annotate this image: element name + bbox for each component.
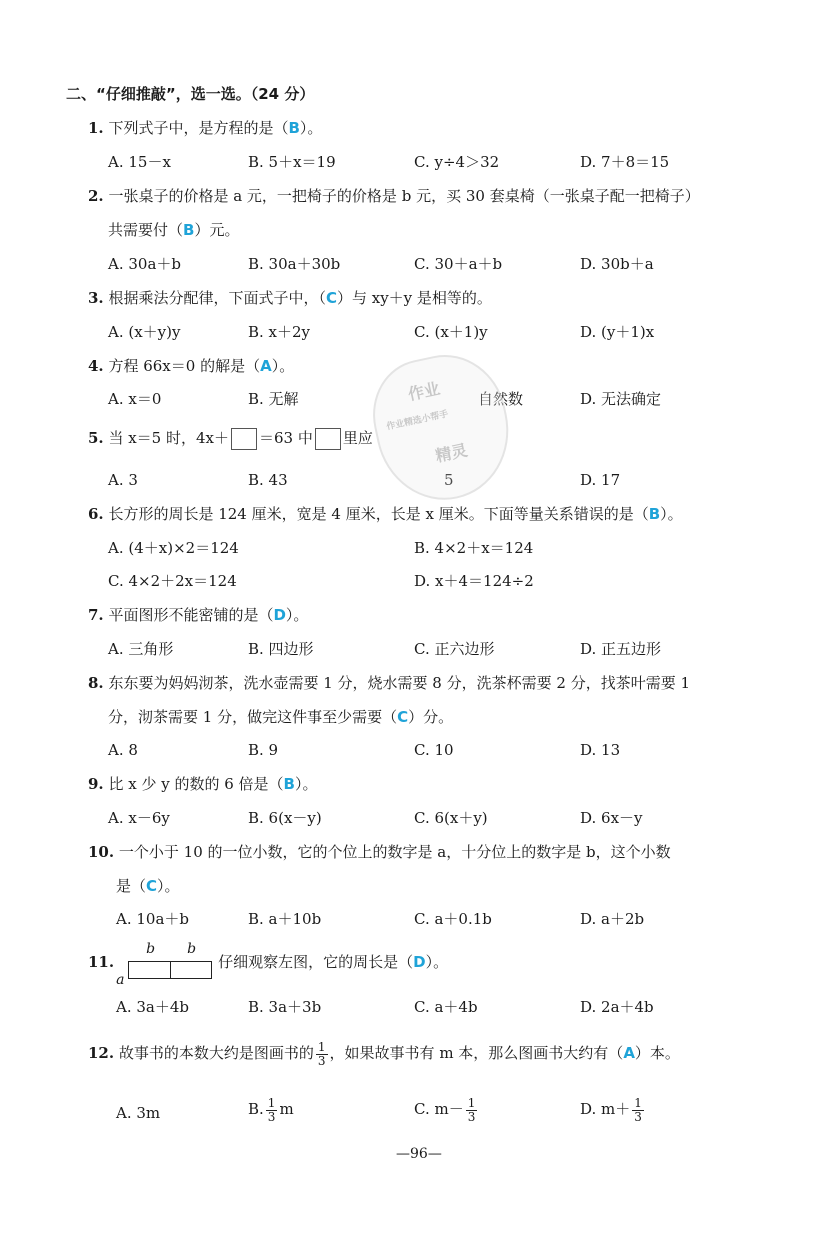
question-4 <box>88 356 294 376</box>
question-11 <box>88 941 449 988</box>
question-text-end: ）与 xy＋y 是相等的。 <box>336 289 492 307</box>
option-a: A. 三角形 <box>108 640 174 658</box>
option-d: D. 30b＋a <box>580 255 654 273</box>
watermark-stamp <box>362 344 524 512</box>
option-a: A. x－6y <box>108 809 170 827</box>
question-text-end: ）元。 <box>194 221 240 239</box>
question-text: 分，沏茶需要 1 分，做完这件事至少需要（ <box>108 708 398 726</box>
fraction-denominator: 3 <box>634 1109 642 1124</box>
option-b-label: B. <box>248 1100 264 1118</box>
figure-label-b: b <box>187 941 197 957</box>
question-2 <box>88 186 700 206</box>
option-c-partial: 自然数 <box>478 390 524 408</box>
answer-mark: B <box>288 119 300 137</box>
option-a: A. 3 <box>108 471 138 489</box>
question-text: 根据乘法分配律，下面式子中，（ <box>108 289 326 307</box>
answer-mark: C <box>397 708 409 726</box>
option-c: C. 6(x＋y) <box>414 809 488 827</box>
question-text: 东东要为妈妈沏茶，洗水壶需要 1 分，烧水需要 8 分，洗茶杯需要 2 分，找茶叶需要 1 <box>108 674 691 692</box>
option-c: C. 正六边形 <box>414 640 495 658</box>
option-d: D. 6x－y <box>580 809 643 827</box>
question-text-end: ）。 <box>294 775 318 793</box>
question-number: 5. <box>88 429 104 447</box>
option-a: A. (4＋x)×2＝124 <box>108 539 239 557</box>
fraction-numerator: 1 <box>267 1095 276 1110</box>
option-d: D. 7＋8＝15 <box>580 153 670 171</box>
option-b: B. x＋2y <box>248 323 311 341</box>
fraction-denominator: 3 <box>467 1109 476 1124</box>
question-12 <box>88 1038 680 1068</box>
question-number: 11. <box>88 953 115 971</box>
fraction-denominator: 3 <box>267 1109 276 1124</box>
figure-divider <box>170 961 171 979</box>
figure-label-b: b <box>146 941 156 957</box>
question-7 <box>88 605 308 625</box>
question-number: 1. <box>88 119 104 137</box>
question-1 <box>88 118 322 138</box>
stamp-text: 作业 <box>406 378 442 405</box>
option-a: A. 8 <box>108 741 138 759</box>
question-text: 长方形的周长是 124 厘米，宽是 4 厘米，长是 x 厘米。下面等量关系错误的是（ <box>108 505 649 523</box>
option-c: C. y÷4＞32 <box>414 153 500 171</box>
option-a: A. 15－x <box>108 153 171 171</box>
question-text-mid: ，如果故事书有 m 本，那么图画书大约有（ <box>329 1044 624 1062</box>
question-text: 仔细观察左图，它的周长是（ <box>218 953 414 971</box>
blank-box <box>231 428 257 450</box>
stamp-text: 精灵 <box>433 440 470 466</box>
question-text-end: 里应 <box>342 429 373 447</box>
blank-box <box>315 428 341 450</box>
question-text: 平面图形不能密铺的是（ <box>108 606 274 624</box>
option-d: D. 正五边形 <box>580 640 662 658</box>
option-c: C. (x＋1)y <box>414 323 488 341</box>
fraction-denominator: 3 <box>317 1053 326 1068</box>
question-text-end: ）。 <box>299 119 323 137</box>
question-text-end: ）。 <box>271 357 295 375</box>
option-c-partial: 5 <box>444 471 454 489</box>
option-b: B. 无解 <box>248 390 299 408</box>
option-d-label: D. m＋ <box>580 1100 631 1118</box>
option-c: C. 10 <box>414 741 454 759</box>
question-text-end: ）。 <box>285 606 309 624</box>
question-6 <box>88 504 683 524</box>
option-d: D. a＋2b <box>580 910 645 928</box>
fraction <box>466 1097 478 1124</box>
option-d <box>580 1094 646 1124</box>
option-d: D. (y＋1)x <box>580 323 655 341</box>
figure-label-a: a <box>116 972 125 988</box>
option-c <box>414 1094 479 1124</box>
question-number: 9. <box>88 775 104 793</box>
question-text: 下列式子中，是方程的是（ <box>108 119 289 137</box>
question-number: 3. <box>88 289 104 307</box>
question-text: 一张桌子的价格是 a 元，一把椅子的价格是 b 元，买 30 套桌椅（一张桌子配一把椅子） <box>108 187 700 205</box>
fraction <box>632 1097 644 1124</box>
fraction-numerator: 1 <box>467 1095 476 1110</box>
option-a: A. 3a＋4b <box>116 998 190 1016</box>
stamp-text: 作业精选小帮手 <box>385 409 450 433</box>
option-c: C. a＋4b <box>414 998 478 1016</box>
option-b-var: m <box>279 1100 294 1118</box>
option-a: A. 3m <box>116 1104 161 1122</box>
option-b: B. 5＋x＝19 <box>248 153 336 171</box>
question-5 <box>88 428 373 450</box>
option-b: B. a＋10b <box>248 910 322 928</box>
option-c: C. 4×2＋2x＝124 <box>108 572 237 590</box>
question-text-mid: ＝63 中 <box>259 429 313 447</box>
question-3 <box>88 288 492 308</box>
question-text: 共需要付（ <box>108 221 184 239</box>
question-text-end: ）分。 <box>408 708 454 726</box>
option-d: D. 无法确定 <box>580 390 662 408</box>
answer-mark: B <box>283 775 295 793</box>
answer-mark: D <box>273 606 286 624</box>
option-b: B. 6(x－y) <box>248 809 322 827</box>
question-9 <box>88 774 318 794</box>
option-b: B. 3a＋3b <box>248 998 322 1016</box>
question-number: 8. <box>88 674 104 692</box>
fraction-numerator: 1 <box>317 1039 326 1054</box>
question-text: 方程 66x＝0 的解是（ <box>108 357 261 375</box>
option-c: C. 30＋a＋b <box>414 255 503 273</box>
option-b: B. 43 <box>248 471 288 489</box>
option-b: B. 9 <box>248 741 279 759</box>
section-heading: 二、“仔细推敲”，选一选。（24 分） <box>66 85 315 103</box>
page-number: —96— <box>396 1146 442 1162</box>
question-text: 是（ <box>116 877 147 895</box>
question-text-end: ）。 <box>425 953 449 971</box>
option-d: D. 13 <box>580 741 621 759</box>
option-b <box>248 1094 294 1124</box>
question-text-end: ）本。 <box>634 1044 680 1062</box>
rectangle-figure <box>116 941 212 988</box>
answer-mark: B <box>648 505 661 523</box>
option-d: D. x＋4＝124÷2 <box>414 572 534 590</box>
option-a: A. 10a＋b <box>116 910 190 928</box>
question-8-line2 <box>108 707 453 727</box>
question-number: 6. <box>88 505 104 523</box>
option-c-label: C. m－ <box>414 1100 464 1118</box>
question-number: 4. <box>88 357 104 375</box>
answer-mark: A <box>260 357 272 375</box>
question-2-line2 <box>108 220 239 240</box>
question-10-line2 <box>116 876 180 896</box>
option-a: A. (x＋y)y <box>108 323 181 341</box>
question-text: 故事书的本数大约是图画书的 <box>118 1044 314 1062</box>
question-text-end: ）。 <box>157 877 180 895</box>
answer-mark: C <box>146 877 158 895</box>
question-number: 2. <box>88 187 104 205</box>
question-text: 当 x＝5 时，4x＋ <box>108 429 229 447</box>
fraction-numerator: 1 <box>634 1095 642 1110</box>
fraction <box>266 1097 278 1124</box>
question-text: 比 x 少 y 的数的 6 倍是（ <box>108 775 284 793</box>
option-b: B. 4×2＋x＝124 <box>414 539 534 557</box>
question-8 <box>88 673 690 693</box>
answer-mark: A <box>623 1044 635 1062</box>
question-text: 一个小于 10 的一位小数，它的个位上的数字是 a，十分位上的数字是 b，这个小数 <box>118 843 671 861</box>
question-10 <box>88 842 671 862</box>
answer-mark: C <box>325 289 337 307</box>
answer-mark: B <box>183 221 195 239</box>
option-d: D. 17 <box>580 471 621 489</box>
answer-mark: D <box>413 953 426 971</box>
option-c: C. a＋0.1b <box>414 910 492 928</box>
option-b: B. 四边形 <box>248 640 314 658</box>
question-number: 12. <box>88 1044 115 1062</box>
option-a: A. x＝0 <box>108 390 162 408</box>
question-number: 10. <box>88 843 115 861</box>
option-d: D. 2a＋4b <box>580 998 654 1016</box>
question-number: 7. <box>88 606 104 624</box>
question-text-end: ）。 <box>660 505 683 523</box>
option-b: B. 30a＋30b <box>248 255 341 273</box>
fraction <box>316 1041 328 1068</box>
option-a: A. 30a＋b <box>108 255 182 273</box>
